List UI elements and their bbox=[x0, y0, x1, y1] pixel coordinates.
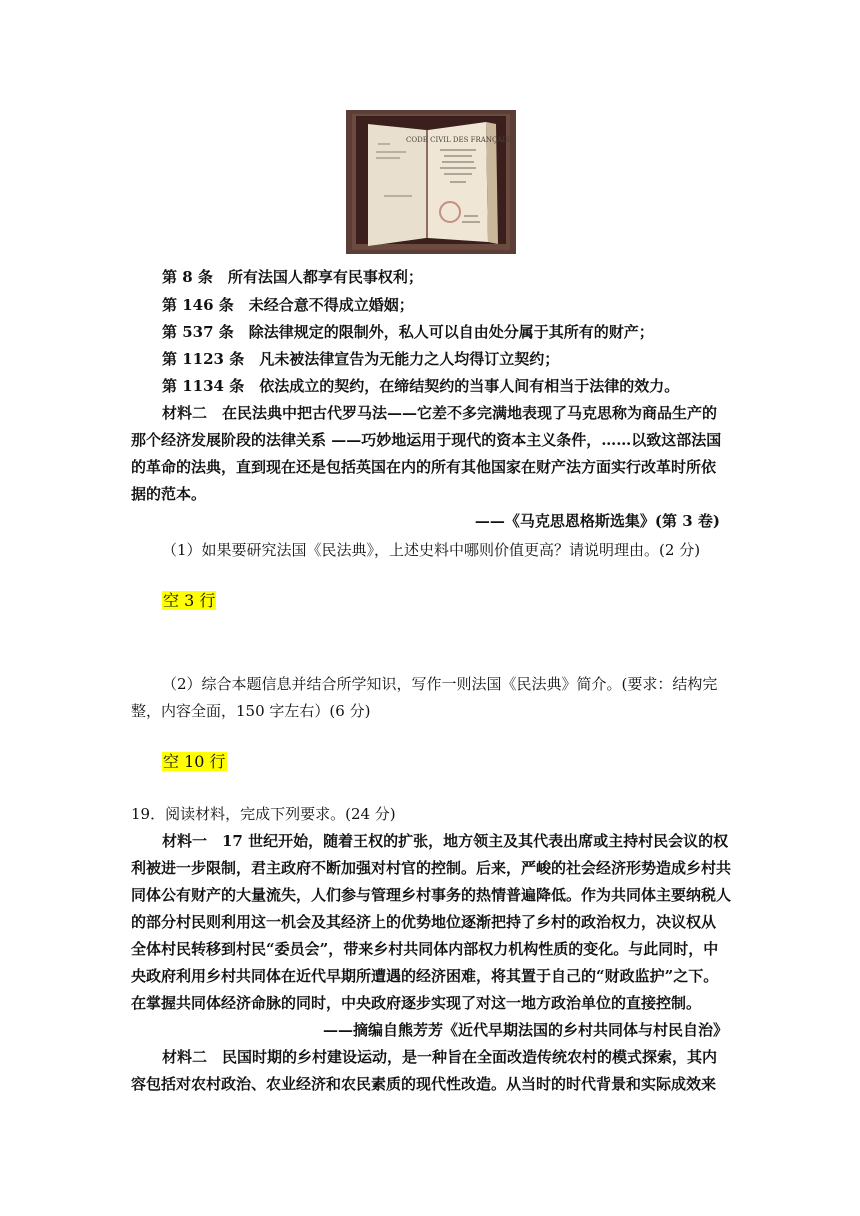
q19-material1-line: 利被进一步限制，君主政府不断加强对村官的控制。后来，严峻的社会经济形势造成乡村共 bbox=[131, 859, 732, 877]
blank-lines-note: 空 3 行 bbox=[163, 591, 216, 610]
book-illustration bbox=[346, 110, 516, 254]
blank-lines-note: 空 10 行 bbox=[163, 752, 226, 771]
q19-material1-line: 央政府利用乡村共同体在近代早期所遭遇的经济困难，将其置于自己的“财政监护”之下。 bbox=[131, 967, 719, 985]
question-2-line: （2）综合本题信息并结合所学知识，写作一则法国《民法典》简介。(要求：结构完 bbox=[162, 675, 718, 693]
q19-material1-source: ——摘编自熊芳芳《近代早期法国的乡村共同体与村民自治》 bbox=[322, 1021, 728, 1039]
question-19-title: 19．阅读材料，完成下列要求。(24 分) bbox=[131, 805, 396, 823]
article-146: 第 146 条 未经合意不得成立婚姻； bbox=[162, 296, 414, 314]
q19-material2-line: 材料二 民国时期的乡村建设运动，是一种旨在全面改造传统农村的模式探索，其内 bbox=[162, 1048, 718, 1066]
material2-line: 的革命的法典，直到现在还是包括英国在内的所有其他国家在财产法方面实行改革时所依 bbox=[131, 458, 717, 476]
article-1134: 第 1134 条 依法成立的契约，在缔结契约的当事人间有相当于法律的效力。 bbox=[162, 377, 680, 395]
article-537: 第 537 条 除法律规定的限制外，私人可以自由处分属于其所有的财产； bbox=[162, 323, 654, 341]
material2-line: 材料二 在民法典中把古代罗马法——它差不多完满地表现了马克思称为商品生产的 bbox=[162, 404, 718, 422]
q19-material1-line: 的部分村民则利用这一机会及其经济上的优势地位逐渐把持了乡村的政治权力，决议权从 bbox=[131, 913, 717, 931]
article-8: 第 8 条 所有法国人都享有民事权利； bbox=[162, 268, 423, 286]
material2-source: ——《马克思恩格斯选集》(第 3 卷) bbox=[474, 512, 720, 530]
code-civil-book-image bbox=[346, 110, 516, 254]
material2-line: 那个经济发展阶段的法律关系 ——巧妙地运用于现代的资本主义条件，……以致这部法国 bbox=[131, 431, 722, 449]
material2-line: 据的范本。 bbox=[131, 485, 207, 503]
q19-material1-line: 同体公有财产的大量流失，人们参与管理乡村事务的热情普遍降低。作为共同体主要纳税人 bbox=[131, 886, 732, 904]
q19-material1-line: 全体村民转移到村民“委员会”，带来乡村共同体内部权力机构性质的变化。与此同时，中 bbox=[131, 940, 719, 958]
q19-material1-line: 在掌握共同体经济命脉的同时，中央政府逐步实现了对这一地方政治单位的直接控制。 bbox=[131, 994, 702, 1012]
q19-material1-line: 材料一 17 世纪开始，随着王权的扩张，地方领主及其代表出席或主持村民会议的权 bbox=[162, 832, 729, 850]
q19-material2-line: 容包括对农村政治、农业经济和农民素质的现代性改造。从当时的时代背景和实际成效来 bbox=[131, 1075, 717, 1093]
question-1: （1）如果要研究法国《民法典》，上述史料中哪则价值更高？请说明理由。(2 分) bbox=[162, 541, 701, 559]
article-1123: 第 1123 条 凡未被法律宣告为无能力之人均得订立契约； bbox=[162, 350, 560, 368]
book-cover-title: CODE CIVIL DES FRANÇAIS bbox=[406, 136, 510, 144]
question-2-line: 整，内容全面，150 字左右）(6 分) bbox=[131, 702, 371, 720]
